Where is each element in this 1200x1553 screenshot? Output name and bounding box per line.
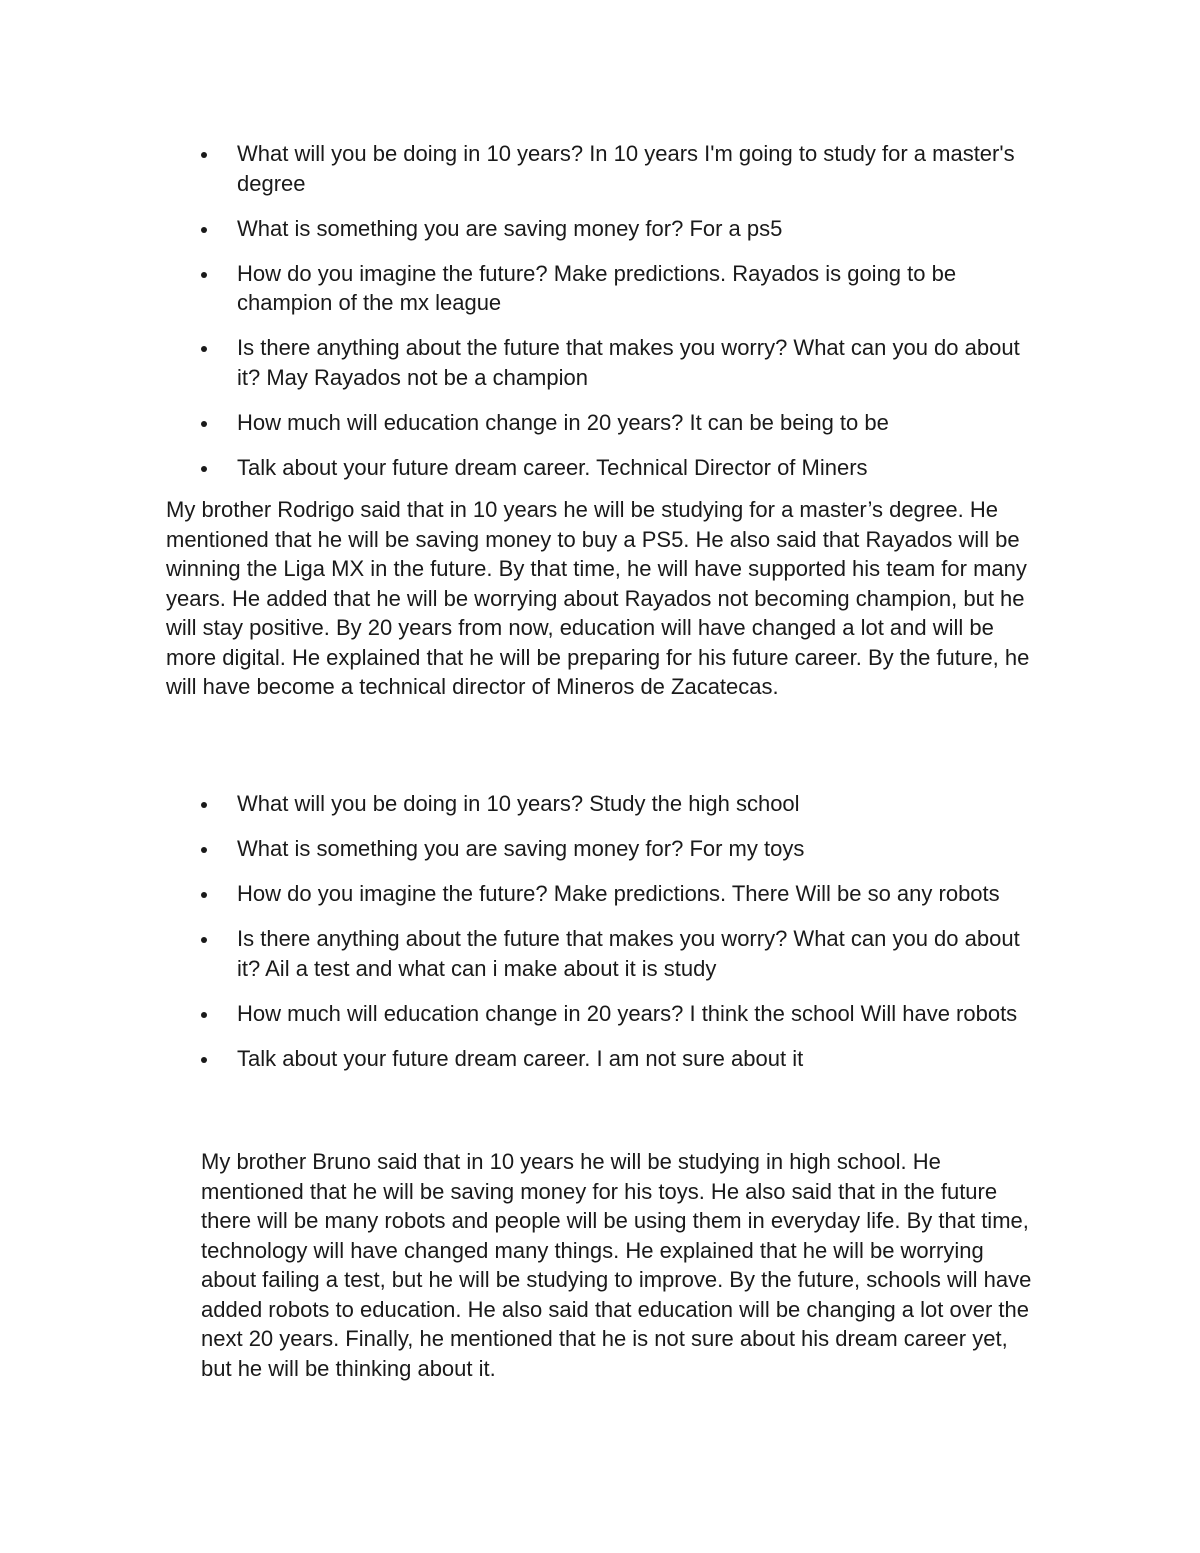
bullet-icon — [201, 227, 207, 233]
bullet-icon — [201, 1012, 207, 1018]
list-item — [166, 333, 1046, 392]
list-item-text: Is there anything about the future that makes you worry? What can you do about it? Ail a test and what can i make about it is study — [237, 926, 1020, 981]
list-item-text: What will you be doing in 10 years? In 10 years I'm going to study for a master's degree — [237, 141, 1015, 196]
list-item-text: Is there anything about the future that makes you worry? What can you do about it? May Rayados not be a champion — [237, 335, 1020, 390]
list-item — [166, 453, 1046, 483]
list-item — [166, 1044, 1046, 1074]
list-item — [166, 834, 1046, 864]
bullet-icon — [201, 937, 207, 943]
list-item-text: What is something you are saving money for? For a ps5 — [237, 215, 783, 241]
list-item — [166, 139, 1046, 198]
list-item-text: Talk about your future dream career. I am not sure about it — [237, 1045, 804, 1071]
list-item — [166, 999, 1046, 1029]
list-item-text: Talk about your future dream career. Technical Director of Miners — [237, 454, 868, 480]
question-list-bruno — [166, 789, 1046, 1089]
bullet-icon — [201, 847, 207, 853]
bullet-icon — [201, 152, 207, 158]
bullet-icon — [201, 272, 207, 278]
list-item-text: What is something you are saving money for? For my toys — [237, 836, 805, 861]
list-item — [166, 259, 1046, 318]
bullet-icon — [201, 802, 207, 808]
list-item — [166, 789, 1046, 819]
summary-paragraph-bruno: My brother Bruno said that in 10 years he will be studying in high school. He mentioned that he will be saving money for his toys. He also said that in the future there will be many robots and people will be using them in everyday life. By that time, technology will have changed many things. He explained that he will be worrying about failing a test, but he will be studying to improve. By the future, schools will have added robots to education. He also said that education will be changing a lot over the next 20 years. Finally, he mentioned that he is not sure about his dream career yet, but he will be thinking about it. — [201, 1149, 1032, 1381]
list-item-text: How much will education change in 20 years? It can be being to be — [237, 409, 889, 435]
bullet-icon — [201, 892, 207, 898]
list-item-text: How much will education change in 20 years? I think the school Will have robots — [237, 1000, 1018, 1026]
summary-paragraph-rodrigo: My brother Rodrigo said that in 10 years he will be studying for a master’s degree. He mentioned that he will be saving money to buy a PS5. He also said that Rayados will be winning the Liga MX in the future. By that time, he will have supported his team for many years. He added that he will be worrying about Rayados not becoming champion, but he will stay positive. By 20 years from now, education will have changed a lot and will be more digital. He explained that he will be preparing for his future career. By the future, he will have become a technical director of Mineros de Zacatecas. — [166, 497, 1030, 699]
list-item — [166, 408, 1046, 438]
bullet-icon — [201, 346, 207, 352]
list-item-text: How do you imagine the future? Make predictions. Rayados is going to be champion of the mx league — [237, 260, 957, 315]
list-item-text: What will you be doing in 10 years? Study the high school — [237, 791, 800, 816]
question-list-rodrigo — [166, 139, 1046, 498]
list-item — [166, 879, 1046, 909]
list-item — [166, 924, 1046, 983]
list-item — [166, 214, 1046, 244]
bullet-icon — [201, 1057, 207, 1063]
bullet-icon — [201, 421, 207, 427]
list-item-text: How do you imagine the future? Make predictions. There Will be so any robots — [237, 881, 1000, 906]
bullet-icon — [201, 466, 207, 472]
